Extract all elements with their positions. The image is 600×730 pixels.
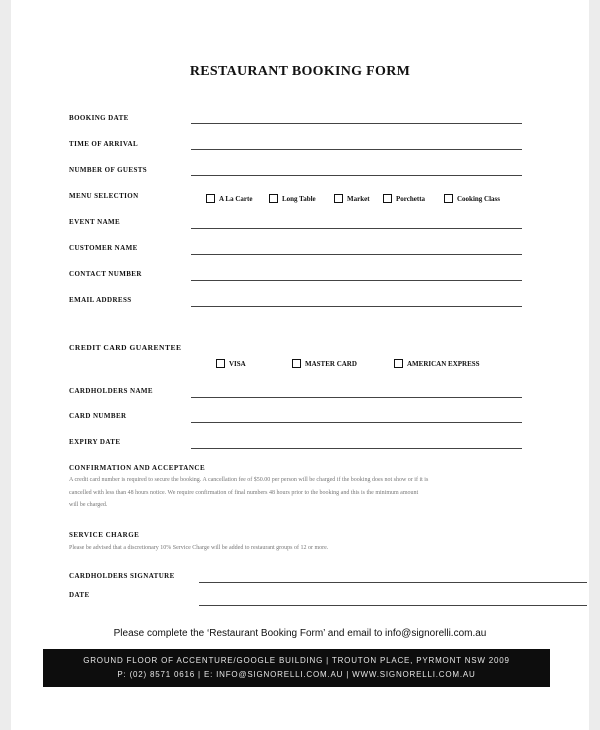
- event-name-label: EVENT NAME: [69, 218, 121, 226]
- card-type-label: MASTER CARD: [305, 359, 357, 368]
- cardholders-name-field[interactable]: [191, 397, 522, 398]
- card-type-label: VISA: [229, 359, 246, 368]
- contact-number-field[interactable]: [191, 280, 522, 281]
- confirmation-heading: CONFIRMATION AND ACCEPTANCE: [69, 464, 206, 472]
- time-of-arrival-field[interactable]: [191, 149, 522, 150]
- email-address-label: EMAIL ADDRESS: [69, 296, 132, 304]
- number-of-guests-field[interactable]: [191, 175, 522, 176]
- cardholders-signature-label: CARDHOLDERS SIGNATURE: [69, 572, 175, 580]
- form-title: RESTAURANT BOOKING FORM: [189, 64, 411, 79]
- booking-date-field[interactable]: [191, 123, 522, 124]
- form-page: [11, 0, 589, 730]
- footer-banner: [43, 649, 550, 687]
- menu-option-label: Long Table: [282, 194, 316, 203]
- checkbox[interactable]: [292, 359, 301, 368]
- customer-name-field[interactable]: [191, 254, 522, 255]
- menu-option-label: Cooking Class: [457, 194, 500, 203]
- email-address-field[interactable]: [191, 306, 522, 307]
- checkbox[interactable]: [334, 194, 343, 203]
- checkbox[interactable]: [206, 194, 215, 203]
- menu-selection-label: MENU SELECTION: [69, 192, 139, 200]
- checkbox[interactable]: [269, 194, 278, 203]
- card-type-master-card[interactable]: [292, 359, 357, 368]
- menu-option-label: Market: [347, 194, 370, 203]
- confirmation-line: will be charged.: [69, 502, 108, 508]
- menu-option-porchetta[interactable]: [383, 194, 425, 203]
- confirmation-line: cancelled with less than 48 hours notice. We require confirmation of final numbers 48 hours prior to the booking and this is the minimum amount: [69, 489, 419, 496]
- menu-option-cooking-class[interactable]: [444, 194, 500, 203]
- time-of-arrival-label: TIME OF ARRIVAL: [69, 140, 139, 148]
- credit-card-heading: CREDIT CARD GUARENTEE: [69, 343, 182, 352]
- card-number-field[interactable]: [191, 422, 522, 423]
- service-charge-heading: SERVICE CHARGE: [69, 531, 140, 539]
- menu-option-a-la-carte[interactable]: [206, 194, 252, 203]
- number-of-guests-label: NUMBER OF GUESTS: [69, 166, 148, 174]
- confirmation-line: A credit card number is required to secure the booking. A cancellation fee of $50.00 per person will be charged if the booking does not show or if it is: [69, 477, 429, 483]
- checkbox[interactable]: [216, 359, 225, 368]
- event-name-field[interactable]: [191, 228, 522, 229]
- footer-address: GROUND FLOOR OF ACCENTURE/GOOGLE BUILDING | TROUTON PLACE, PYRMONT NSW 2009: [83, 656, 510, 665]
- menu-option-label: A La Carte: [219, 194, 253, 203]
- booking-date-label: BOOKING DATE: [69, 114, 129, 122]
- email-instructions: Please complete the ‘Restaurant Booking Form’ and email to info@signorelli.com.au: [113, 628, 487, 639]
- checkbox[interactable]: [444, 194, 453, 203]
- cardholders-name-label: CARDHOLDERS NAME: [69, 387, 153, 395]
- menu-option-label: Porchetta: [396, 194, 426, 203]
- checkbox[interactable]: [394, 359, 403, 368]
- contact-number-label: CONTACT NUMBER: [69, 270, 142, 278]
- confirmation-text: [69, 474, 539, 512]
- customer-name-label: CUSTOMER NAME: [69, 244, 138, 252]
- card-type-visa[interactable]: [216, 359, 246, 368]
- expiry-date-field[interactable]: [191, 448, 522, 449]
- card-type-label: AMERICAN EXPRESS: [407, 359, 480, 368]
- menu-option-market[interactable]: [334, 194, 370, 203]
- card-number-label: CARD NUMBER: [69, 412, 127, 420]
- date-field[interactable]: [199, 605, 587, 606]
- checkbox[interactable]: [383, 194, 392, 203]
- date-label: DATE: [69, 591, 90, 599]
- footer-contact: P: (02) 8571 0616 | E: INFO@SIGNORELLI.COM.AU | WWW.SIGNORELLI.COM.AU: [117, 670, 476, 679]
- expiry-date-label: EXPIRY DATE: [69, 438, 121, 446]
- cardholders-signature-field[interactable]: [199, 582, 587, 583]
- card-type-american-express[interactable]: [394, 359, 480, 368]
- menu-option-long-table[interactable]: [269, 194, 316, 203]
- service-charge-text: Please be advised that a discretionary 10% Service Charge will be added to restaurant groups of 12 or more.: [69, 545, 329, 551]
